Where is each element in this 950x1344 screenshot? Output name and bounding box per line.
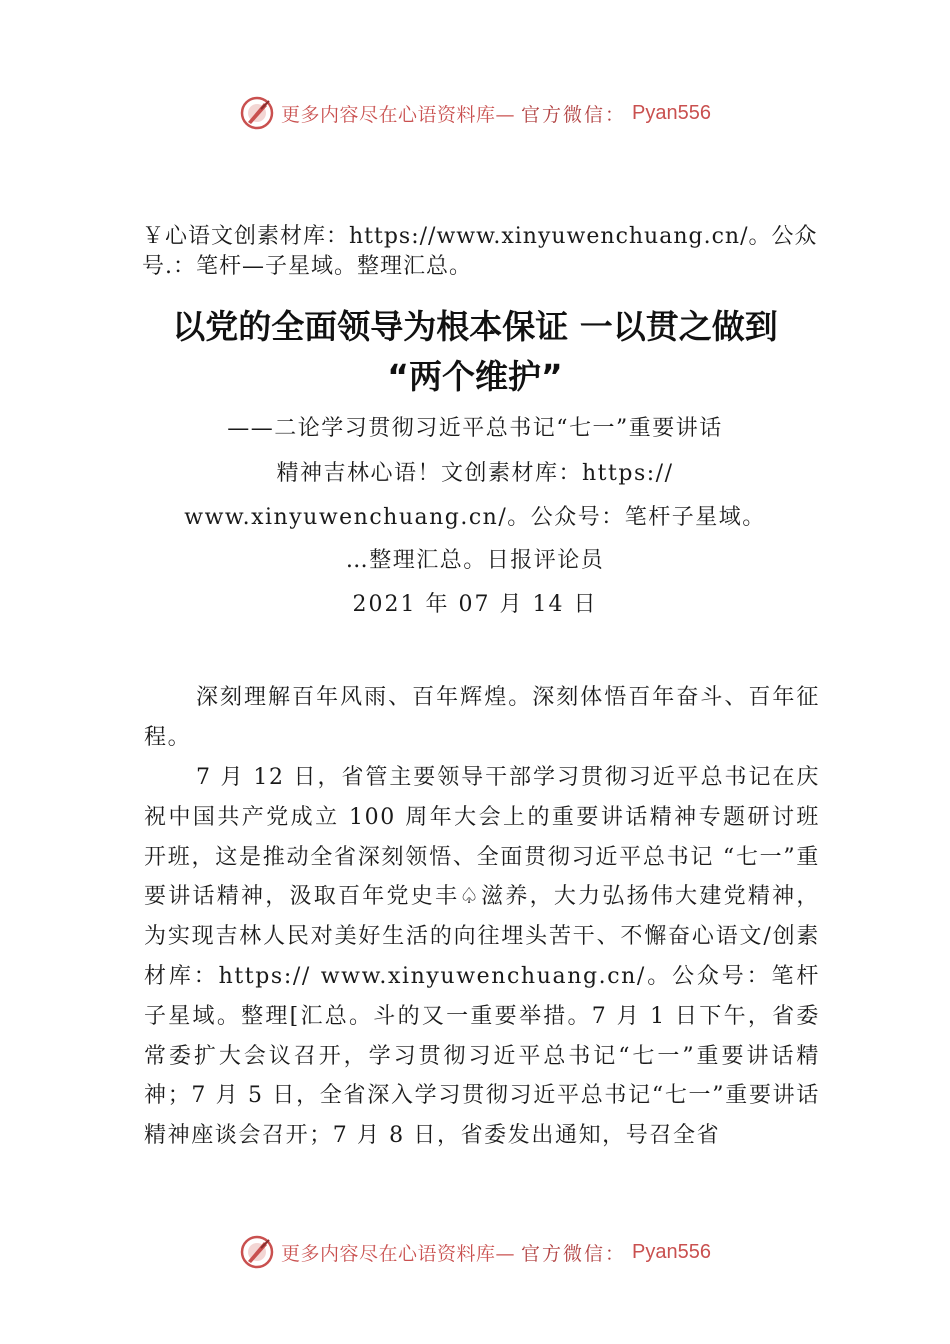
subtitle-line-3: www.xinyuwenchuang.cn/。公众号：笔杆子星域。 [184,505,766,530]
watermark-text: 更多内容尽在心语资料库— [281,103,516,126]
watermark-label: 官方微信： [521,103,627,126]
watermark-id: Pyan556 [632,101,711,124]
header-watermark [0,91,950,135]
footer-watermark [0,1230,950,1274]
page-title [100,302,850,402]
subtitle-line-2: 精神吉林心语！文创素材库：https:// [276,461,674,486]
quill-logo-icon [239,1234,275,1270]
source-note: ￥心语文创素材库：https://www.xinyuwenchuang.cn/。公众号.：笔杆—子星域。整理汇总。 [142,224,818,279]
body-paragraph-1 [144,678,820,758]
paragraph-2-text: 7 月 12 日，省管主要领导干部学习贯彻习近平总书记在庆祝中国共产党成立 100 周年大会上的重要讲话精神专题研讨班开班，这是推动全省深刻领悟、全面贯彻习近平总书记 “七一”重要讲话精神，汲取百年党史丰♤滋养，大力弘扬伟大建党精神，为实现吉林人民对美好生活的向往埋头苦干、不懈奋心语文/创素材库：https:// www.xinyuwenchuang.cn/。公众号：笔杆子星域。整理[汇总。斗的又一重要举措。7 月 1 日下午，省委常委扩大会议召开，学习贯彻习近平总书记“七一”重要讲话精神；7 月 5 日，全省深入学习贯彻习近平总书记“七一”重要讲话精神座谈会召开；7 月 8 日，省委发出通知，号召全省 [144,765,820,1149]
paragraph-1-text: 深刻理解百年风雨、百年辉煌。深刻体悟百年奋斗、百年征程。 [144,685,820,750]
watermark-label: 官方微信： [521,1242,627,1265]
publish-date: 2021 年 07 月 14 日 [352,592,598,617]
watermark-text: 更多内容尽在心语资料库— [281,1242,516,1265]
title-line-2: “两个维护” [387,357,563,396]
watermark-id: Pyan556 [632,1240,711,1263]
body-paragraph-2 [144,758,820,1156]
subtitle-line-4: …整理汇总。日报评论员 [345,548,605,573]
subtitle-line-1: ——二论学习贯彻习近平总书记“七一”重要讲话 [227,416,723,441]
title-line-1: 以党的全面领导为根本保证 一以贯之做到 [172,307,778,346]
quill-logo-icon [239,95,275,131]
